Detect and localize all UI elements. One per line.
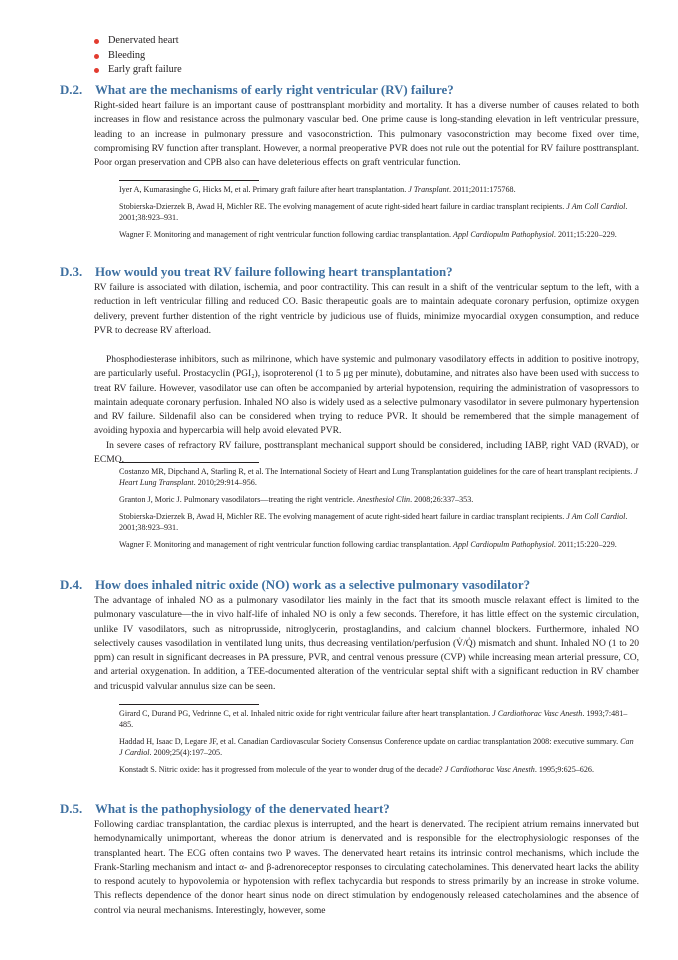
- section-heading: [60, 801, 390, 817]
- reference-item: Wagner F. Monitoring and management of right ventricular function following cardiac transplantation. Appl Cardiopulm Pathophysiol. 2011;15:220–229.: [119, 229, 617, 239]
- section-number: D.3.: [60, 265, 83, 279]
- reference-list: [119, 180, 639, 246]
- reference-divider: [119, 462, 259, 463]
- section-title: How would you treat RV failure following heart transplantation?: [95, 265, 453, 279]
- reference-item: Haddad H, Isaac D, Legare JF, et al. Canadian Cardiovascular Society Consensus Conference update on cardiac transplantation 2008: executive summary. Can J Cardiol. 2009;25(4):197–205.: [119, 737, 634, 758]
- reference-item: Stobierska-Dzierzek B, Awad H, Michler RE. The evolving management of acute right-sided heart failure in cardiac transplant recipients. J Am Coll Cardiol. 2001;38:923–931.: [119, 201, 628, 223]
- body-paragraph: Following cardiac transplantation, the cardiac plexus is interrupted, and the heart is denervated. The recipient atrium remains innervated but hemodynamically unimportant, whereas the donor atrium is denervated and is responsible for the electrophysiologic responses of the transplanted heart. The ECG often contains two P waves. The denervated heart retains its intrinsic control mechanisms, which include the Frank-Starling mechanism and intact α- and β-adrenoreceptor responses to circulating catecholamines. This denervated heart lacks the ability to respond acutely to hypovolemia or hypotension with reflex tachycardia but responds to stress primarily by an increase in stroke volume. This reflects dependence of the donor heart sinus node on direct stimulation by endogenously released catecholamines and the absence of control via neural mechanisms. Interestingly, however, some: [94, 819, 639, 916]
- reference-item: Stobierska-Dzierzek B, Awad H, Michler RE. The evolving management of acute right-sided heart failure in cardiac transplant recipients. J Am Coll Cardiol. 2001;38:923–931.: [119, 511, 628, 533]
- section-number: D.2.: [60, 83, 83, 97]
- reference-divider: [119, 704, 259, 705]
- section-title: What are the mechanisms of early right ventricular (RV) failure?: [95, 83, 454, 97]
- body-paragraph: Phosphodiesterase inhibitors, such as milrinone, which have systemic and pulmonary vasodilatory effects in addition to positive inotropy, are particularly useful. Prostacyclin (PGI₂), isoproterenol (1 to 5 μg per minute), dobutamine, and nitrates also have been used with success to treat RV failure. However, vasodilator use can often be accompanied by arterial hypotension, requiring the administration of vasopressors to maintain adequate coronary perfusion. Inhaled NO also is widely used as a selective pulmonary vasodilator in severe pulmonary hypertension and RV failure. Sildenafil also can be considered when trying to reduce PVR. It should be remembered that the simple management of avoiding hypoxia and hypercarbia will help avoid elevated PVR.: [94, 354, 639, 437]
- body-paragraph: In severe cases of refractory RV failure, posttransplant mechanical support should be considered, including IABP, right VAD (RVAD), or ECMO.: [94, 440, 639, 466]
- reference-item: Granton J, Moric J. Pulmonary vasodilators—treating the right ventricle. Anesthesiol Clin. 2008;26:337–353.: [119, 495, 474, 505]
- section-heading: [60, 264, 453, 280]
- list-item: Denervated heart: [94, 34, 182, 49]
- reference-list: [119, 704, 639, 781]
- list-item: Early graft failure: [94, 63, 182, 78]
- bullet-list: [94, 34, 182, 78]
- body-paragraph: Right-sided heart failure is an important cause of posttransplant morbidity and mortality. It has a diverse number of causes related to both increases in flow and resistance across the pulmonary vascular bed. One prime cause is long-standing elevation in left ventricular pressure, leading to an increase in pulmonary pressure and vasoconstriction. This pulmonary vasoconstriction may become fixed over time, compromising RV function after transplant. However, a normal preoperative PVR does not rule out the potential for RV failure posttransplant. Poor organ preservation and CPB also can have deleterious effects on graft ventricular function.: [94, 100, 639, 169]
- body-paragraph: RV failure is associated with dilation, ischemia, and poor contractility. This can result in a shift of the ventricular septum to the left, with a reduction in left ventricular filling and reduced CO. Basic therapeutic goals are to maintain adequate coronary perfusion, optimize oxygen delivery, prevent further distention of the right ventricle by judicious use of fluids, minimize myocardial oxygen consumption, and reduce PVR to decrease RV afterload.: [94, 282, 639, 336]
- section-title: What is the pathophysiology of the denervated heart?: [95, 802, 390, 816]
- reference-item: Girard C, Durand PG, Vedrinne C, et al. Inhaled nitric oxide for right ventricular failure after heart transplantation. J Cardiothorac Vasc Anesth. 1993;7:481–485.: [119, 709, 628, 730]
- section-title: How does inhaled nitric oxide (NO) work as a selective pulmonary vasodilator?: [95, 578, 531, 592]
- section-heading: [60, 577, 530, 593]
- reference-item: Konstadt S. Nitric oxide: has it progressed from molecule of the year to wonder drug of the decade? J Cardiothorac Vasc Anesth. 1995;9:625–626.: [119, 765, 594, 775]
- section-heading: [60, 82, 454, 98]
- reference-list: [119, 462, 639, 556]
- reference-item: Iyer A, Kumarasinghe G, Hicks M, et al. Primary graft failure after heart transplantation. J Transplant. 2011;2011:175768.: [119, 185, 516, 194]
- section-number: D.5.: [60, 802, 83, 816]
- section-number: D.4.: [60, 578, 83, 592]
- body-paragraph: The advantage of inhaled NO as a pulmonary vasodilator lies mainly in the fact that its smooth muscle relaxant effect is limited to the pulmonary vasculature—the in vivo half-life of inhaled NO is only a few seconds. Therefore, it has little effect on the systemic circulation, unlike IV vasodilators, such as nitroprusside, nitroglycerin, prostaglandins, and calcium channel blockers. Furthermore, inhaled NO selectively causes vasodilation in ventilated lung units, thus decreasing ventilation/perfusion (V̇/Q̇) mismatch and shunt. Inhaled NO (1 to 20 ppm) can result in significant decreases in PA pressure, PVR, and central venous pressure (CVP) while increasing mean arterial pressure, CO, and arterial oxygenation. In addition, a TEE-documented alteration of the ventricular septal shift with a significant reduction in RV chamber and tricuspid valvular annulus size can be seen.: [94, 595, 639, 692]
- list-item: Bleeding: [94, 49, 182, 64]
- reference-item: Costanzo MR, Dipchand A, Starling R, et al. The International Society of Heart and Lung Transplantation guidelines for the care of heart transplant recipients. J Heart Lung Transplant. 2010;29:914–956.: [119, 467, 638, 488]
- reference-item: Wagner F. Monitoring and management of right ventricular function following cardiac transplantation. Appl Cardiopulm Pathophysiol. 2011;15:220–229.: [119, 539, 617, 549]
- reference-divider: [119, 180, 259, 181]
